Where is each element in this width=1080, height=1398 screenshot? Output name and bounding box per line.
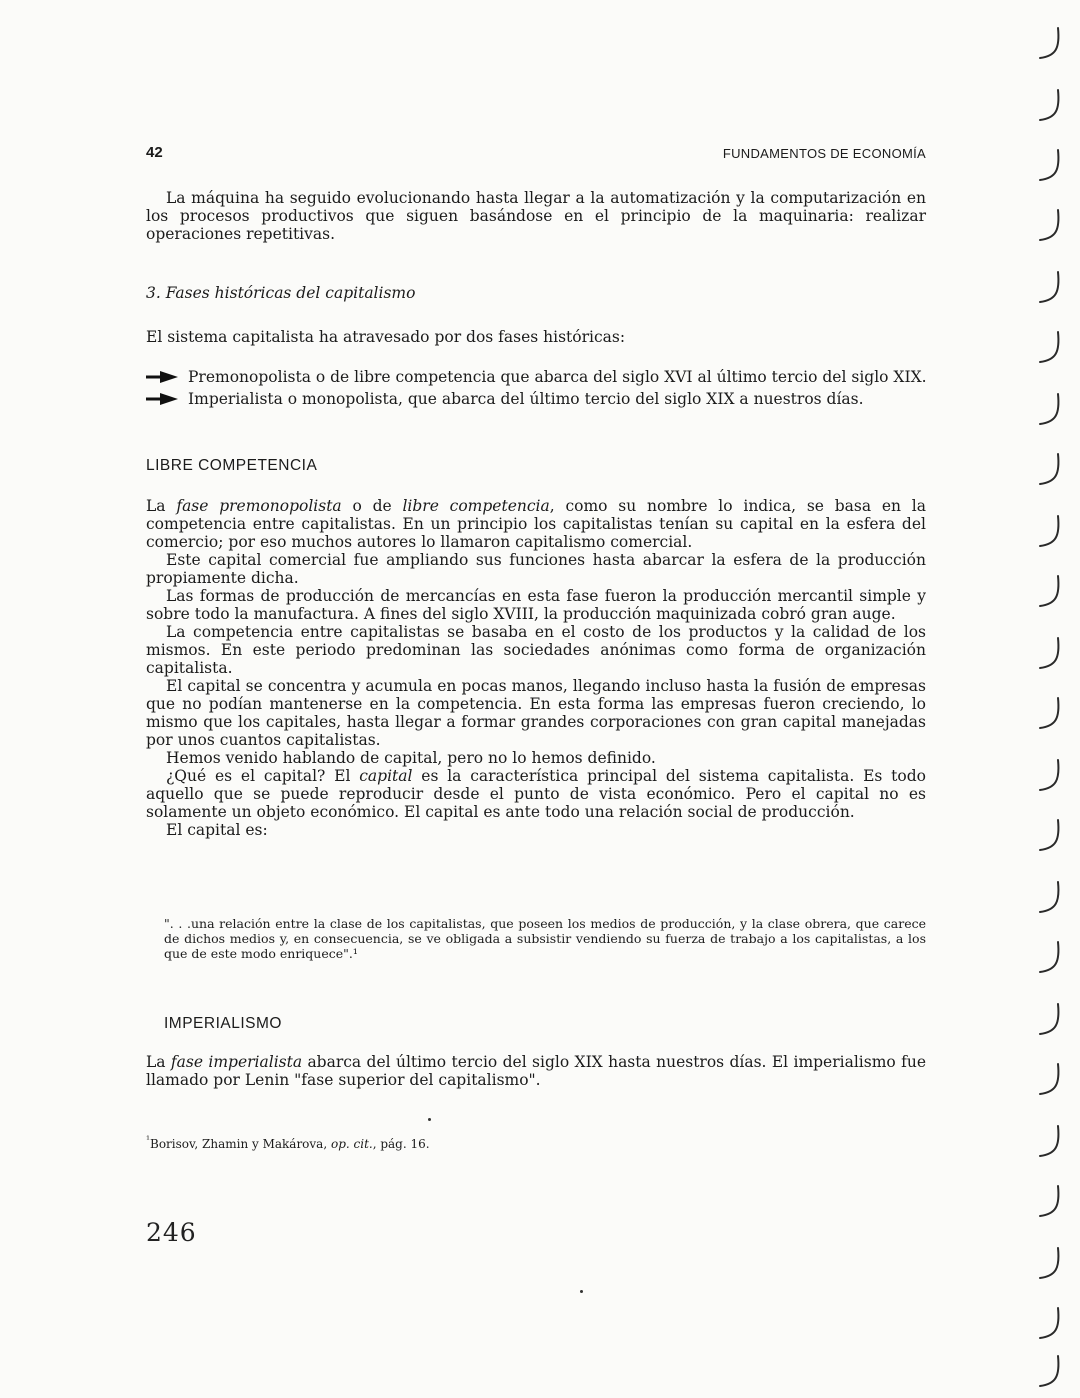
arrow-right-icon bbox=[146, 393, 178, 405]
running-title: FUNDAMENTOS DE ECONOMÍA bbox=[722, 146, 926, 161]
text-span: , como su nombre lo indica, se basa en la competencia entre capitalistas. En un principio los capitalistas tenían su capital en la esfera del comercio; por eso muchos autores lo llamaron capitalismo comercial. bbox=[146, 497, 927, 551]
paragraph: Hemos venido hablando de capital, pero no lo hemos definido. bbox=[166, 749, 656, 767]
handwritten-page-number: 246 bbox=[146, 1218, 197, 1247]
phases-list bbox=[146, 366, 946, 410]
emphasis: fase imperialista bbox=[170, 1053, 303, 1071]
paragraph: El capital se concentra y acumula en pocas manos, llegando incluso hasta la fusión de empresas que no podían mantenerse en la competencia. En esta forma las empresas fueron creciendo, lo mismo que los capitales, hasta llegar a formar grandes corporaciones con gran capital manejadas por unos cuantos capitalistas. bbox=[146, 677, 926, 749]
paragraph: El capital es: bbox=[166, 821, 268, 839]
paragraph bbox=[146, 497, 926, 551]
footnote bbox=[146, 1135, 430, 1151]
binder-holes-icon bbox=[1032, 0, 1072, 1398]
section-number: 3. bbox=[146, 284, 161, 302]
footnote-mark: ¹ bbox=[146, 1135, 151, 1146]
libre-competencia-body bbox=[146, 497, 926, 839]
paragraph: Este capital comercial fue ampliando sus funciones hasta abarcar la esfera de la producción propiamente dicha. bbox=[146, 551, 926, 587]
intro-paragraph: La máquina ha seguido evolucionando hasta llegar a la automatización y la computarización en los procesos productivos que siguen basándose en el principio de la maquinaria: realizar operaciones repetitivas. bbox=[146, 189, 926, 243]
text-span: o de bbox=[341, 497, 403, 515]
paragraph bbox=[146, 767, 926, 821]
page-header bbox=[146, 144, 926, 166]
text-span: abarca del último tercio del siglo XIX hasta nuestros días. El imperialismo fue llamado por Lenin "fase superior del capitalismo". bbox=[146, 1053, 926, 1089]
text-span: es la característica principal del sistema capitalista. Es todo aquello que se puede reproducir desde el punto de vista económico. Pero el capital no es solamente un objeto económico. El capital es ante todo una relación social de producción. bbox=[146, 767, 926, 821]
ink-dot bbox=[580, 1290, 583, 1293]
emphasis: capital bbox=[359, 767, 413, 785]
section-3-title bbox=[146, 284, 415, 302]
text-span: Borisov, Zhamin y Makárova, bbox=[150, 1137, 331, 1151]
section-title: Fases históricas del capitalismo bbox=[165, 284, 416, 302]
ink-dot bbox=[428, 1118, 431, 1121]
heading-imperialismo: IMPERIALISMO bbox=[164, 1015, 282, 1032]
list-item-text: Premonopolista o de libre competencia que abarca del siglo XVI al último tercio del siglo XIX. bbox=[188, 368, 927, 386]
emphasis: op. cit. bbox=[330, 1137, 373, 1151]
paragraph: La competencia entre capitalistas se basaba en el costo de los productos y la calidad de los mismos. En este periodo predominan las sociedades anónimas como forma de organización capitalista. bbox=[146, 623, 926, 677]
list-item-text: Imperialista o monopolista, que abarca del último tercio del siglo XIX a nuestros días. bbox=[188, 390, 864, 408]
emphasis: libre competencia bbox=[402, 497, 550, 515]
page-number: 42 bbox=[146, 144, 163, 161]
emphasis: fase premonopolista bbox=[176, 497, 342, 515]
text-span: La bbox=[146, 1053, 171, 1071]
block-quote: ". . .una relación entre la clase de los capitalistas, que poseen los medios de producción, y la clase obrera, que carece de dichos medios y, en consecuencia, se ve obligada a subsistir vendiendo su fuerza de trabajo a los capitalistas, a los que de este modo enriquece".¹ bbox=[164, 916, 926, 961]
text-span: ¿Qué es el capital? El bbox=[166, 767, 360, 785]
heading-libre-competencia: LIBRE COMPETENCIA bbox=[146, 457, 318, 474]
list-item bbox=[146, 366, 946, 388]
imperialismo-paragraph bbox=[146, 1053, 926, 1089]
section-3-intro: El sistema capitalista ha atravesado por dos fases históricas: bbox=[146, 328, 626, 346]
list-item bbox=[146, 388, 946, 410]
text-span: La bbox=[146, 497, 177, 515]
paragraph: Las formas de producción de mercancías en esta fase fueron la producción mercantil simple y sobre todo la manufactura. A fines del siglo XVIII, la producción maquinizada cobró gran auge. bbox=[146, 587, 926, 623]
arrow-right-icon bbox=[146, 371, 178, 383]
text-span: , pág. 16. bbox=[372, 1137, 430, 1151]
